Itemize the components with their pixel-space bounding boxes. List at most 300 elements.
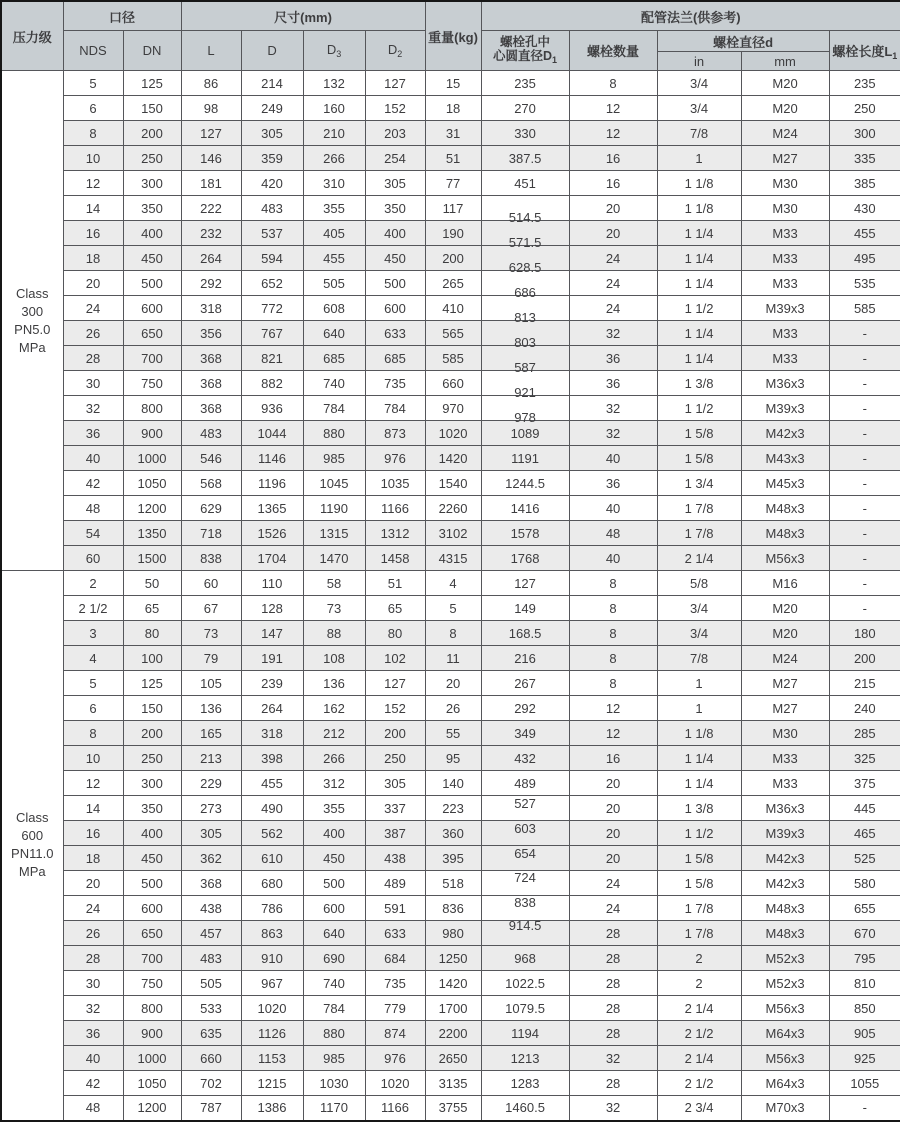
cell: 779	[365, 996, 425, 1021]
cell: 7/8	[657, 121, 741, 146]
cell: 900	[123, 1021, 181, 1046]
cell: 400	[303, 821, 365, 846]
cell: 203	[365, 121, 425, 146]
table-row	[1, 971, 900, 996]
cell: 1170	[303, 1096, 365, 1121]
cell: 140	[425, 771, 481, 796]
cell: 591	[365, 896, 425, 921]
cell: 32	[63, 996, 123, 1021]
cell: 36	[569, 471, 657, 496]
cell: M52x3	[741, 971, 829, 996]
table-row	[1, 471, 900, 496]
cell: 600	[303, 896, 365, 921]
cell: 1213	[481, 1046, 569, 1071]
cell: 635	[181, 1021, 241, 1046]
cell: 2650	[425, 1046, 481, 1071]
cell: 1416	[481, 496, 569, 521]
cell: 60	[63, 546, 123, 571]
cell: 489	[481, 771, 569, 796]
header-bolt-dia-in: in	[657, 52, 741, 71]
cell: 936	[241, 396, 303, 421]
cell: 325	[829, 746, 900, 771]
cell: 127	[181, 121, 241, 146]
cell: 12	[569, 721, 657, 746]
cell: 254	[365, 146, 425, 171]
cell: M45x3	[741, 471, 829, 496]
cell: 127	[365, 71, 425, 96]
cell: 125	[123, 71, 181, 96]
cell: 1 1/4	[657, 771, 741, 796]
cell: 165	[181, 721, 241, 746]
cell: M39x3	[741, 396, 829, 421]
cell: 80	[123, 621, 181, 646]
cell: 67	[181, 596, 241, 621]
cell: 168.5	[481, 621, 569, 646]
table-row	[1, 246, 900, 271]
cell: 24	[569, 246, 657, 271]
cell: 40	[63, 1046, 123, 1071]
cell: 1	[657, 671, 741, 696]
cell: 264	[241, 696, 303, 721]
cell: 305	[241, 121, 303, 146]
header-bore-group: 口径	[63, 1, 181, 31]
cell: 270	[481, 96, 569, 121]
cell: M36x3	[741, 371, 829, 396]
cell: 350	[123, 196, 181, 221]
cell: M20	[741, 71, 829, 96]
cell: 40	[569, 446, 657, 471]
cell: -	[829, 1096, 900, 1121]
cell: 36	[63, 421, 123, 446]
table-row	[1, 196, 900, 221]
cell: 1050	[123, 1071, 181, 1096]
cell: 273	[181, 796, 241, 821]
cell: M33	[741, 221, 829, 246]
header-bolt-circle-d1: 螺栓孔中 心圆直径$D_1$	[481, 31, 569, 71]
cell: 152	[365, 96, 425, 121]
cell: 305	[181, 821, 241, 846]
cell: 1420	[425, 446, 481, 471]
cell: 1704	[241, 546, 303, 571]
cell: 1700	[425, 996, 481, 1021]
cell: 100	[123, 646, 181, 671]
header-bolt-length-l1: 螺栓长度$L_1$	[829, 31, 900, 71]
cell: 430	[829, 196, 900, 221]
cell: 212	[303, 721, 365, 746]
cell: 910	[241, 946, 303, 971]
cell: M27	[741, 146, 829, 171]
table-row	[1, 296, 900, 321]
cell: 850	[829, 996, 900, 1021]
cell: 980	[425, 921, 481, 946]
cell: M27	[741, 671, 829, 696]
cell: 190	[425, 221, 481, 246]
cell: 600	[123, 896, 181, 921]
header-dim-d3: $D_3$	[303, 31, 365, 71]
cell: -	[829, 321, 900, 346]
cell: 318	[181, 296, 241, 321]
cell: M56x3	[741, 996, 829, 1021]
cell: 585	[425, 346, 481, 371]
cell: 312	[303, 771, 365, 796]
cell: 1526	[241, 521, 303, 546]
table-row	[1, 646, 900, 671]
cell: 15	[425, 71, 481, 96]
cell: 1458	[365, 546, 425, 571]
cell: 20	[425, 671, 481, 696]
cell: 1244.5	[481, 471, 569, 496]
table-row	[1, 571, 900, 596]
cell: 267	[481, 671, 569, 696]
cell: 629	[181, 496, 241, 521]
cell: 700	[123, 946, 181, 971]
cell: M33	[741, 321, 829, 346]
header-flange-group: 配管法兰(供参考)	[481, 1, 900, 31]
cell: M64x3	[741, 1021, 829, 1046]
cell: 28	[569, 1021, 657, 1046]
header-dim-d: D	[241, 31, 303, 71]
cell: 1250	[425, 946, 481, 971]
cell: 16	[569, 171, 657, 196]
cell: 863	[241, 921, 303, 946]
cell: 900	[123, 421, 181, 446]
cell: M33	[741, 746, 829, 771]
cell: 149	[481, 596, 569, 621]
cell: 10	[63, 146, 123, 171]
cell: 455	[829, 221, 900, 246]
cell: 26	[425, 696, 481, 721]
cell: 395	[425, 846, 481, 871]
cell: 1126	[241, 1021, 303, 1046]
cell: 3102	[425, 521, 481, 546]
cell: 450	[365, 246, 425, 271]
cell: 2 1/2	[657, 1021, 741, 1046]
cell: 1283	[481, 1071, 569, 1096]
cell: 5	[425, 596, 481, 621]
cell: 125	[123, 671, 181, 696]
cell: 191	[241, 646, 303, 671]
header-dim-l: L	[181, 31, 241, 71]
cell: 152	[365, 696, 425, 721]
cell: 800	[123, 396, 181, 421]
cell: 223	[425, 796, 481, 821]
cell: 266	[303, 146, 365, 171]
cell: 680	[241, 871, 303, 896]
cell: 451	[481, 171, 569, 196]
cell: 214	[241, 71, 303, 96]
cell: 356	[181, 321, 241, 346]
cell: 1365	[241, 496, 303, 521]
cell: 445	[829, 796, 900, 821]
cell: 16	[63, 821, 123, 846]
cell: 368	[181, 396, 241, 421]
cell: 432	[481, 746, 569, 771]
cell: 1	[657, 146, 741, 171]
cell: 1 1/2	[657, 296, 741, 321]
header-nds: NDS	[63, 31, 123, 71]
cell: 146	[181, 146, 241, 171]
cell: 20	[569, 821, 657, 846]
cell: 489	[365, 871, 425, 896]
cell: 654	[481, 846, 569, 871]
cell: 8	[569, 571, 657, 596]
cell: M43x3	[741, 446, 829, 471]
cell: 20	[569, 796, 657, 821]
cell: M30	[741, 196, 829, 221]
cell: 8	[569, 671, 657, 696]
cell: 1386	[241, 1096, 303, 1121]
cell: 127	[481, 571, 569, 596]
cell: 2260	[425, 496, 481, 521]
cell: 385	[829, 171, 900, 196]
cell: 36	[63, 1021, 123, 1046]
cell: 1 1/2	[657, 396, 741, 421]
cell: -	[829, 596, 900, 621]
cell: 6	[63, 96, 123, 121]
cell: 976	[365, 446, 425, 471]
table-row	[1, 746, 900, 771]
cell: 264	[181, 246, 241, 271]
cell: M33	[741, 346, 829, 371]
cell: M48x3	[741, 921, 829, 946]
cell: 2 1/4	[657, 546, 741, 571]
cell: 213	[181, 746, 241, 771]
cell: 1044	[241, 421, 303, 446]
cell: 222	[181, 196, 241, 221]
cell: 580	[829, 871, 900, 896]
table-row	[1, 846, 900, 871]
cell: 1 1/8	[657, 196, 741, 221]
cell: 350	[123, 796, 181, 821]
cell: 1089	[481, 421, 569, 446]
cell: M70x3	[741, 1096, 829, 1121]
cell: 54	[63, 521, 123, 546]
cell: 7/8	[657, 646, 741, 671]
cell: 1 7/8	[657, 921, 741, 946]
table-row	[1, 346, 900, 371]
cell: 136	[181, 696, 241, 721]
cell: 925	[829, 1046, 900, 1071]
cell: 31	[425, 121, 481, 146]
cell: M27	[741, 696, 829, 721]
cell: 160	[303, 96, 365, 121]
cell: 438	[181, 896, 241, 921]
cell: 249	[241, 96, 303, 121]
cell: 335	[829, 146, 900, 171]
cell: 16	[569, 746, 657, 771]
cell: 670	[829, 921, 900, 946]
cell: 650	[123, 321, 181, 346]
cell: 702	[181, 1071, 241, 1096]
cell: -	[829, 446, 900, 471]
header-bolt-dia-mm: mm	[741, 52, 829, 71]
cell: 40	[569, 546, 657, 571]
cell: 98	[181, 96, 241, 121]
cell: 438	[365, 846, 425, 871]
cell: 10	[63, 746, 123, 771]
cell: 398	[241, 746, 303, 771]
cell: 684	[365, 946, 425, 971]
cell: 48	[63, 496, 123, 521]
cell: 650	[123, 921, 181, 946]
pressure-class-cell: Class 300 PN5.0 MPa	[1, 71, 63, 571]
cell: M39x3	[741, 821, 829, 846]
cell: 740	[303, 371, 365, 396]
table-row	[1, 546, 900, 571]
cell: 1 3/8	[657, 796, 741, 821]
cell: 505	[181, 971, 241, 996]
header-dn: DN	[123, 31, 181, 71]
cell: 968	[481, 946, 569, 971]
cell: 8	[63, 121, 123, 146]
cell: 594	[241, 246, 303, 271]
cell: 28	[569, 921, 657, 946]
cell: 200	[829, 646, 900, 671]
cell: 265	[425, 271, 481, 296]
cell: 1166	[365, 1096, 425, 1121]
cell: 24	[569, 871, 657, 896]
cell: M36x3	[741, 796, 829, 821]
cell: 40	[63, 446, 123, 471]
cell: 32	[569, 321, 657, 346]
table-row	[1, 896, 900, 921]
cell: 652	[241, 271, 303, 296]
cell: 132	[303, 71, 365, 96]
cell: M16	[741, 571, 829, 596]
cell: 1191	[481, 446, 569, 471]
cell: 20	[63, 271, 123, 296]
cell: 26	[63, 921, 123, 946]
cell: 1200	[123, 496, 181, 521]
cell: 200	[123, 721, 181, 746]
cell: 1 7/8	[657, 896, 741, 921]
cell: 3/4	[657, 96, 741, 121]
cell: 20	[569, 221, 657, 246]
cell: 128	[241, 596, 303, 621]
table-row	[1, 671, 900, 696]
cell: 784	[303, 396, 365, 421]
cell: 73	[181, 621, 241, 646]
cell: 1200	[123, 1096, 181, 1121]
cell: 1 7/8	[657, 496, 741, 521]
cell: 1	[657, 696, 741, 721]
cell: 740	[303, 971, 365, 996]
cell: 355	[303, 796, 365, 821]
cell: 803	[481, 321, 569, 346]
table-row	[1, 1046, 900, 1071]
cell: 546	[181, 446, 241, 471]
cell: 500	[123, 871, 181, 896]
cell: 3	[63, 621, 123, 646]
cell: 18	[63, 846, 123, 871]
cell: M20	[741, 596, 829, 621]
cell: 127	[365, 671, 425, 696]
table-row	[1, 146, 900, 171]
cell: 16	[569, 146, 657, 171]
cell: M42x3	[741, 846, 829, 871]
cell: 4	[63, 646, 123, 671]
cell: 483	[181, 421, 241, 446]
cell: 292	[481, 696, 569, 721]
cell: 28	[63, 346, 123, 371]
cell: 1 1/4	[657, 746, 741, 771]
table-row	[1, 171, 900, 196]
cell: 1540	[425, 471, 481, 496]
cell: 640	[303, 921, 365, 946]
cell: 628.5	[481, 246, 569, 271]
cell: 28	[569, 1071, 657, 1096]
cell: 28	[569, 946, 657, 971]
cell: 786	[241, 896, 303, 921]
cell: 603	[481, 821, 569, 846]
cell: 880	[303, 1021, 365, 1046]
cell: 450	[303, 846, 365, 871]
cell: 349	[481, 721, 569, 746]
cell: 200	[123, 121, 181, 146]
cell: 921	[481, 371, 569, 396]
cell: 4315	[425, 546, 481, 571]
cell: 368	[181, 871, 241, 896]
cell: M42x3	[741, 871, 829, 896]
cell: 1079.5	[481, 996, 569, 1021]
cell: 562	[241, 821, 303, 846]
cell: 735	[365, 971, 425, 996]
cell: 1 3/4	[657, 471, 741, 496]
cell: 102	[365, 646, 425, 671]
cell: 318	[241, 721, 303, 746]
cell: 750	[123, 971, 181, 996]
cell: 24	[569, 896, 657, 921]
cell: 970	[425, 396, 481, 421]
cell: 660	[425, 371, 481, 396]
cell: -	[829, 571, 900, 596]
cell: 660	[181, 1046, 241, 1071]
cell: 568	[181, 471, 241, 496]
table-row	[1, 1096, 900, 1121]
cell: 14	[63, 796, 123, 821]
cell: 300	[829, 121, 900, 146]
cell: 95	[425, 746, 481, 771]
cell: M30	[741, 171, 829, 196]
cell: 633	[365, 921, 425, 946]
cell: 50	[123, 571, 181, 596]
cell: M33	[741, 246, 829, 271]
cell: 1190	[303, 496, 365, 521]
cell: 1022.5	[481, 971, 569, 996]
cell: 527	[481, 796, 569, 821]
cell: 587	[481, 346, 569, 371]
cell: 1153	[241, 1046, 303, 1071]
cell: 495	[829, 246, 900, 271]
cell: 1020	[425, 421, 481, 446]
cell: 8	[63, 721, 123, 746]
cell: 905	[829, 1021, 900, 1046]
cell: 3135	[425, 1071, 481, 1096]
cell: 32	[569, 396, 657, 421]
cell: 30	[63, 971, 123, 996]
cell: 362	[181, 846, 241, 871]
table-row	[1, 1071, 900, 1096]
cell: 330	[481, 121, 569, 146]
cell: 450	[123, 846, 181, 871]
cell: 8	[569, 621, 657, 646]
cell: 3/4	[657, 596, 741, 621]
table-row	[1, 771, 900, 796]
cell: 359	[241, 146, 303, 171]
cell: 6	[63, 696, 123, 721]
cell: 28	[63, 946, 123, 971]
cell: 1500	[123, 546, 181, 571]
